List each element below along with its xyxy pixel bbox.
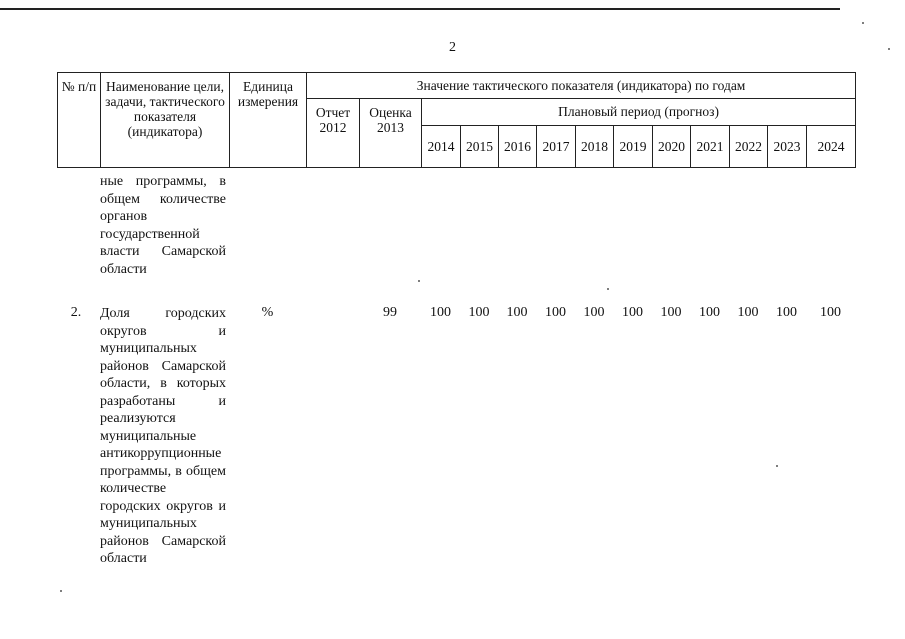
year-value: 100 bbox=[737, 305, 759, 320]
scan-speck bbox=[888, 48, 890, 50]
year-value: 100 bbox=[660, 305, 682, 320]
year-value: 100 bbox=[430, 305, 451, 320]
year-value: 100 bbox=[468, 305, 490, 320]
header-year: 2024 bbox=[807, 125, 856, 167]
header-year: 2016 bbox=[499, 125, 537, 167]
header-estimate-2013: Оценка 2013 bbox=[360, 99, 422, 168]
table-header bbox=[57, 72, 856, 168]
continued-indicator-text: ные программы, в общем количестве органов государственной власти Самарской области bbox=[100, 174, 226, 277]
top-border-line bbox=[0, 8, 840, 10]
header-year: 2022 bbox=[730, 125, 768, 167]
year-value: 100 bbox=[583, 305, 605, 320]
header-year: 2021 bbox=[691, 125, 730, 167]
scan-speck bbox=[60, 590, 62, 592]
year-value: 100 bbox=[506, 305, 528, 320]
header-number: № п/п bbox=[58, 73, 101, 168]
year-value: 100 bbox=[699, 305, 720, 320]
year-value: 100 bbox=[545, 305, 566, 320]
header-year: 2019 bbox=[614, 125, 653, 167]
header-name: Наименование цели, задачи, тактического показателя (индикатора) bbox=[101, 73, 230, 168]
header-report-2012: Отчет 2012 bbox=[307, 99, 360, 168]
year-value: 100 bbox=[776, 305, 797, 320]
estimate-2013-value: 99 bbox=[383, 305, 397, 320]
year-value: 100 bbox=[622, 305, 643, 320]
scan-speck bbox=[862, 22, 864, 24]
indicator-unit: % bbox=[261, 305, 274, 320]
header-year: 2023 bbox=[768, 125, 807, 167]
header-year: 2017 bbox=[537, 125, 576, 167]
page-number: 2 bbox=[449, 40, 456, 55]
row-number: 2. bbox=[70, 305, 82, 320]
header-year: 2020 bbox=[653, 125, 691, 167]
header-planned-period: Плановый период (прогноз) bbox=[422, 99, 856, 125]
header-unit: Единица измерения bbox=[230, 73, 307, 168]
year-value: 100 bbox=[820, 305, 841, 320]
scan-speck bbox=[776, 465, 778, 467]
scan-speck bbox=[607, 288, 609, 290]
header-year: 2018 bbox=[576, 125, 614, 167]
header-year: 2014 bbox=[422, 125, 461, 167]
header-values-by-year: Значение тактического показателя (индикатора) по годам bbox=[307, 73, 856, 99]
scan-speck bbox=[418, 280, 420, 282]
indicator-name: Доля городских округов и муниципальных районов Самарской области, в которых разработаны и реализуются муниципальные антикоррупционные программы, в общем количестве городских округов и муниципальных районов Самарской области bbox=[100, 306, 226, 566]
header-year: 2015 bbox=[461, 125, 499, 167]
